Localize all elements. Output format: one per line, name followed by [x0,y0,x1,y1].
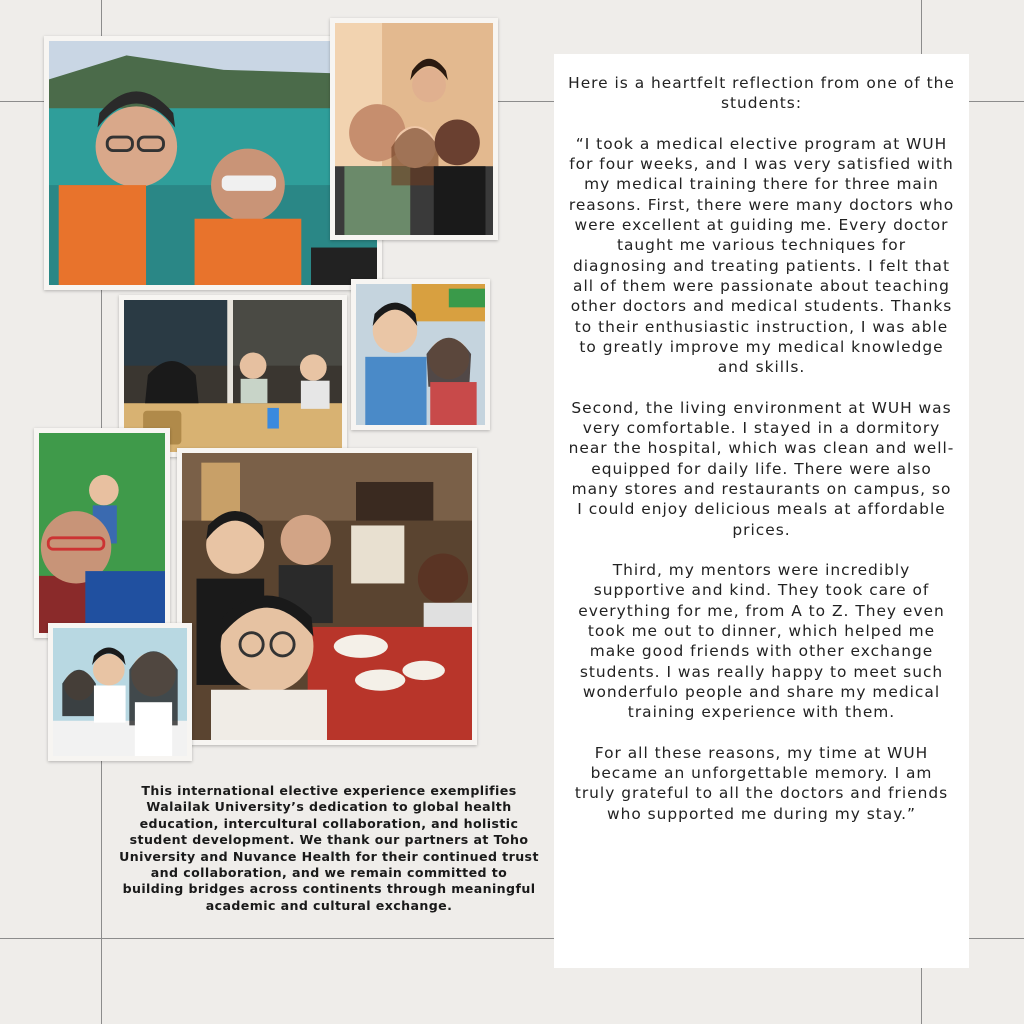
reflection-paragraph-1: “I took a medical elective program at WUH for four weeks, and I was very satisfied with my medical training there for three main reasons. First, there were many doctors who were excellent at guiding me. Every doctor taught me various techniques for diagnosing and treating patients. I felt that all of them were passionate about teaching other doctors and medical students. Thanks to their enthusiastic instruction, I was able to greatly improve my medical knowledge and skills. [568,134,955,377]
photo-street-pair [351,279,490,430]
reflection-card [554,54,969,968]
reflection-paragraph-4: For all these reasons, my time at WUH became an unforgettable memory. I am truly grateful to all the doctors and friends who supported me during my stay.” [574,743,949,823]
reflection-paragraph-3: Third, my mentors were incredibly supportive and kind. They took care of everything for me, from A to Z. They even took me out to dinner, which helped me make good friends with other exchange students. I was really happy to meet such wonderfulo people and share my medical training experience with them. [578,561,945,722]
reflection-intro: Here is a heartfelt reflection from one of the students: [568,74,955,113]
paragraph-gap [568,540,955,560]
paragraph-gap [568,377,955,397]
photo-three-friends [48,623,192,761]
paragraph-gap [568,723,955,743]
reflection-paragraph-2: Second, the living environment at WUH was very comfortable. I stayed in a dormitory near the hospital, which was clean and well-equipped for daily life. There were also many stores and restaurants on campus, so I could enjoy delicious meals at affordable prices. [568,398,955,539]
photo-gym-selfie [34,428,170,638]
closing-statement: This international elective experience exemplifies Walailak University’s dedication to global health education, intercultural collaboration, and holistic student development. We thank our partners at Toho University and Nuvance Health for their continued trust and collaboration, and we remain committed to building bridges across continents through meaningful academic and cultural exchange. [119,783,539,913]
photo-dinner-group [177,448,477,745]
photo-group-selfie-indoor [330,18,498,240]
paragraph-gap [568,114,955,134]
